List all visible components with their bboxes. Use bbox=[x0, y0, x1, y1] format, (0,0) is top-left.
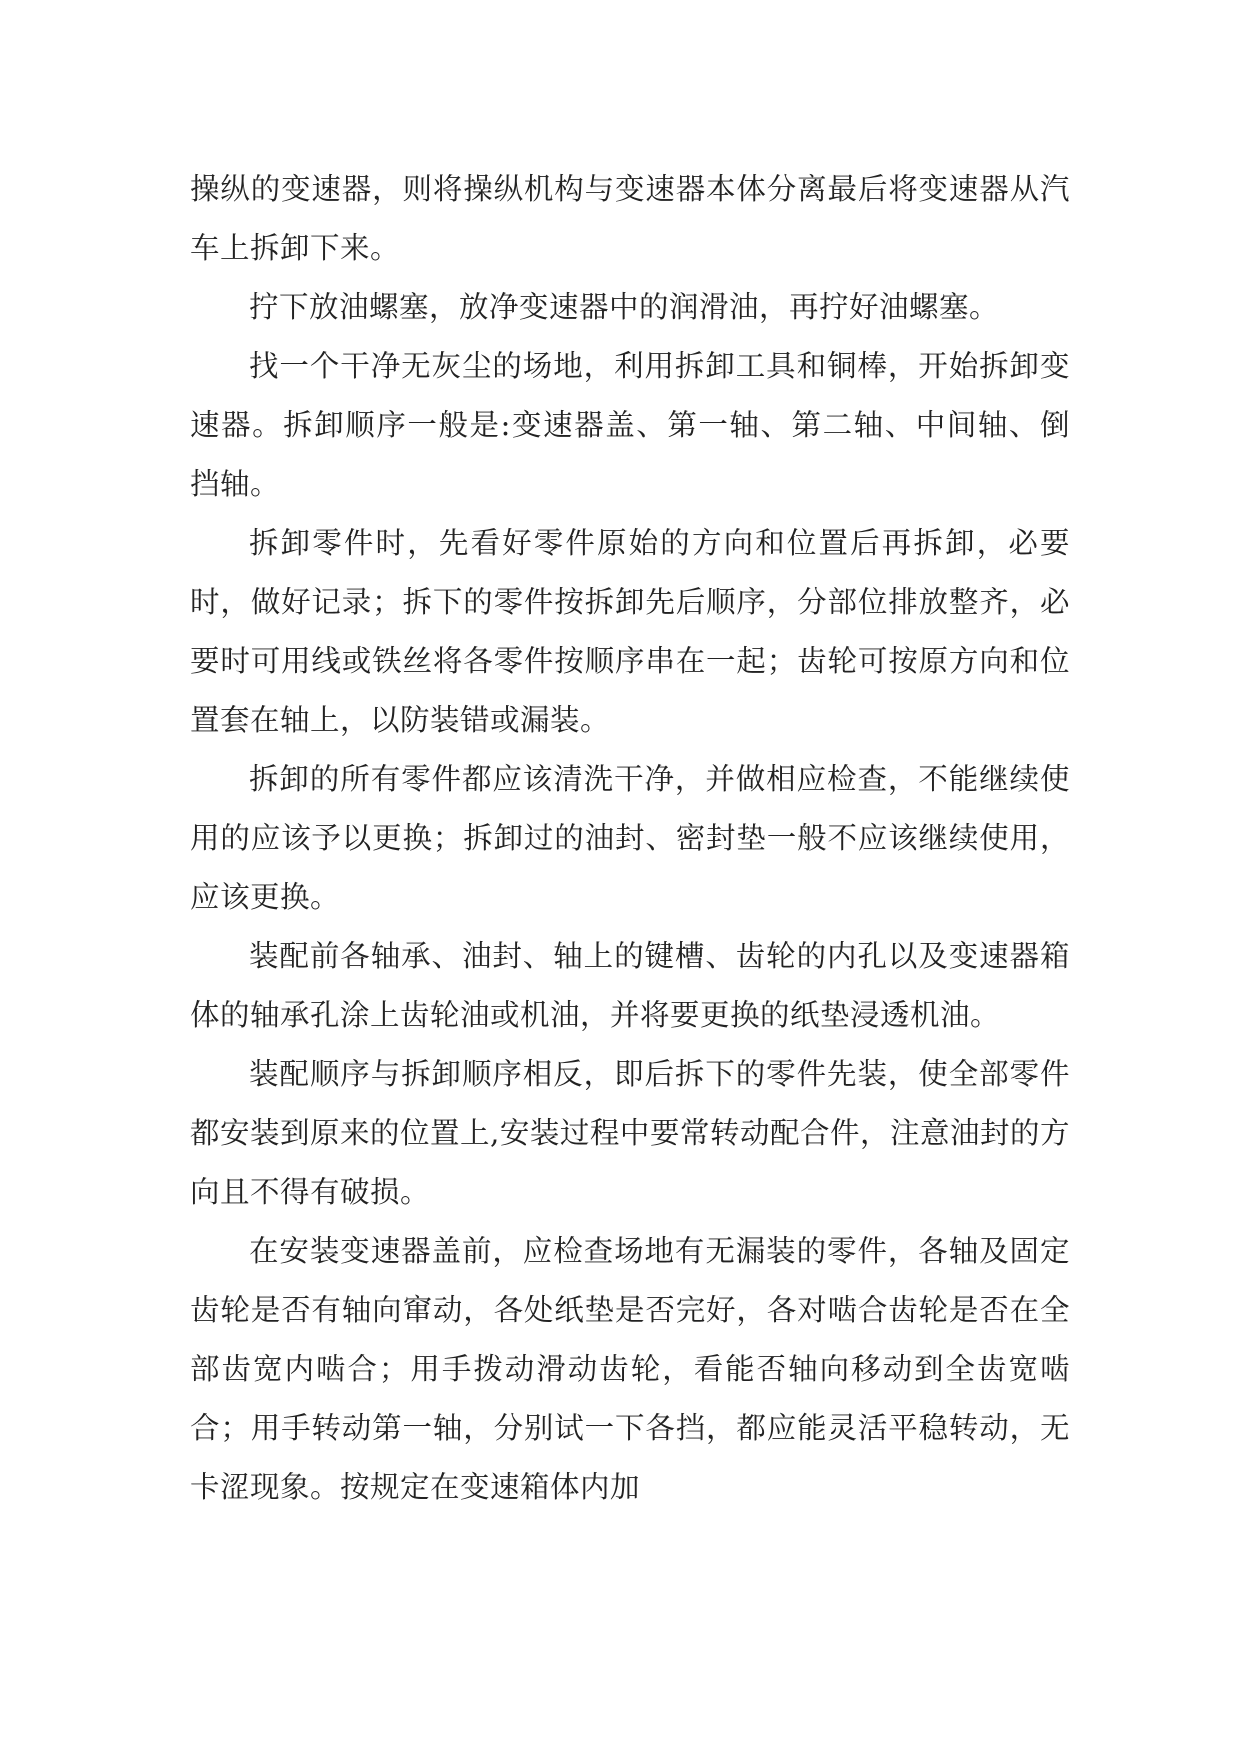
paragraph: 拆卸的所有零件都应该清洗干净，并做相应检查，不能继续使用的应该予以更换；拆卸过的油封、密封垫一般不应该继续使用，应该更换。 bbox=[190, 762, 1070, 914]
paragraph: 装配顺序与拆卸顺序相反，即后拆下的零件先装，使全部零件都安装到原来的位置上,安装过程中要常转动配合件，注意油封的方向且不得有破损。 bbox=[190, 1057, 1070, 1209]
paragraph: 拧下放油螺塞，放净变速器中的润滑油，再拧好油螺塞。 bbox=[249, 290, 1000, 324]
paragraph: 装配前各轴承、油封、轴上的键槽、齿轮的内孔以及变速器箱体的轴承孔涂上齿轮油或机油，并将要更换的纸垫浸透机油。 bbox=[190, 939, 1070, 1032]
body-text bbox=[190, 160, 1070, 1517]
paragraph: 操纵的变速器，则将操纵机构与变速器本体分离最后将变速器从汽车上拆卸下来。 bbox=[190, 172, 1070, 265]
paragraph: 拆卸零件时，先看好零件原始的方向和位置后再拆卸，必要时，做好记录；拆下的零件按拆卸先后顺序，分部位排放整齐，必要时可用线或铁丝将各零件按顺序串在一起；齿轮可按原方向和位置套在轴上，以防装错或漏装。 bbox=[190, 526, 1070, 737]
paragraph: 在安装变速器盖前，应检查场地有无漏装的零件，各轴及固定齿轮是否有轴向窜动，各处纸垫是否完好，各对啮合齿轮是否在全部齿宽内啮合；用手拨动滑动齿轮，看能否轴向移动到全齿宽啮合；用手转动第一轴，分别试一下各挡，都应能灵活平稳转动，无卡涩现象。按规定在变速箱体内加 bbox=[190, 1234, 1070, 1504]
paragraph: 找一个干净无灰尘的场地，利用拆卸工具和铜棒，开始拆卸变速器。拆卸顺序一般是:变速器盖、第一轴、第二轴、中间轴、倒挡轴。 bbox=[190, 349, 1070, 501]
